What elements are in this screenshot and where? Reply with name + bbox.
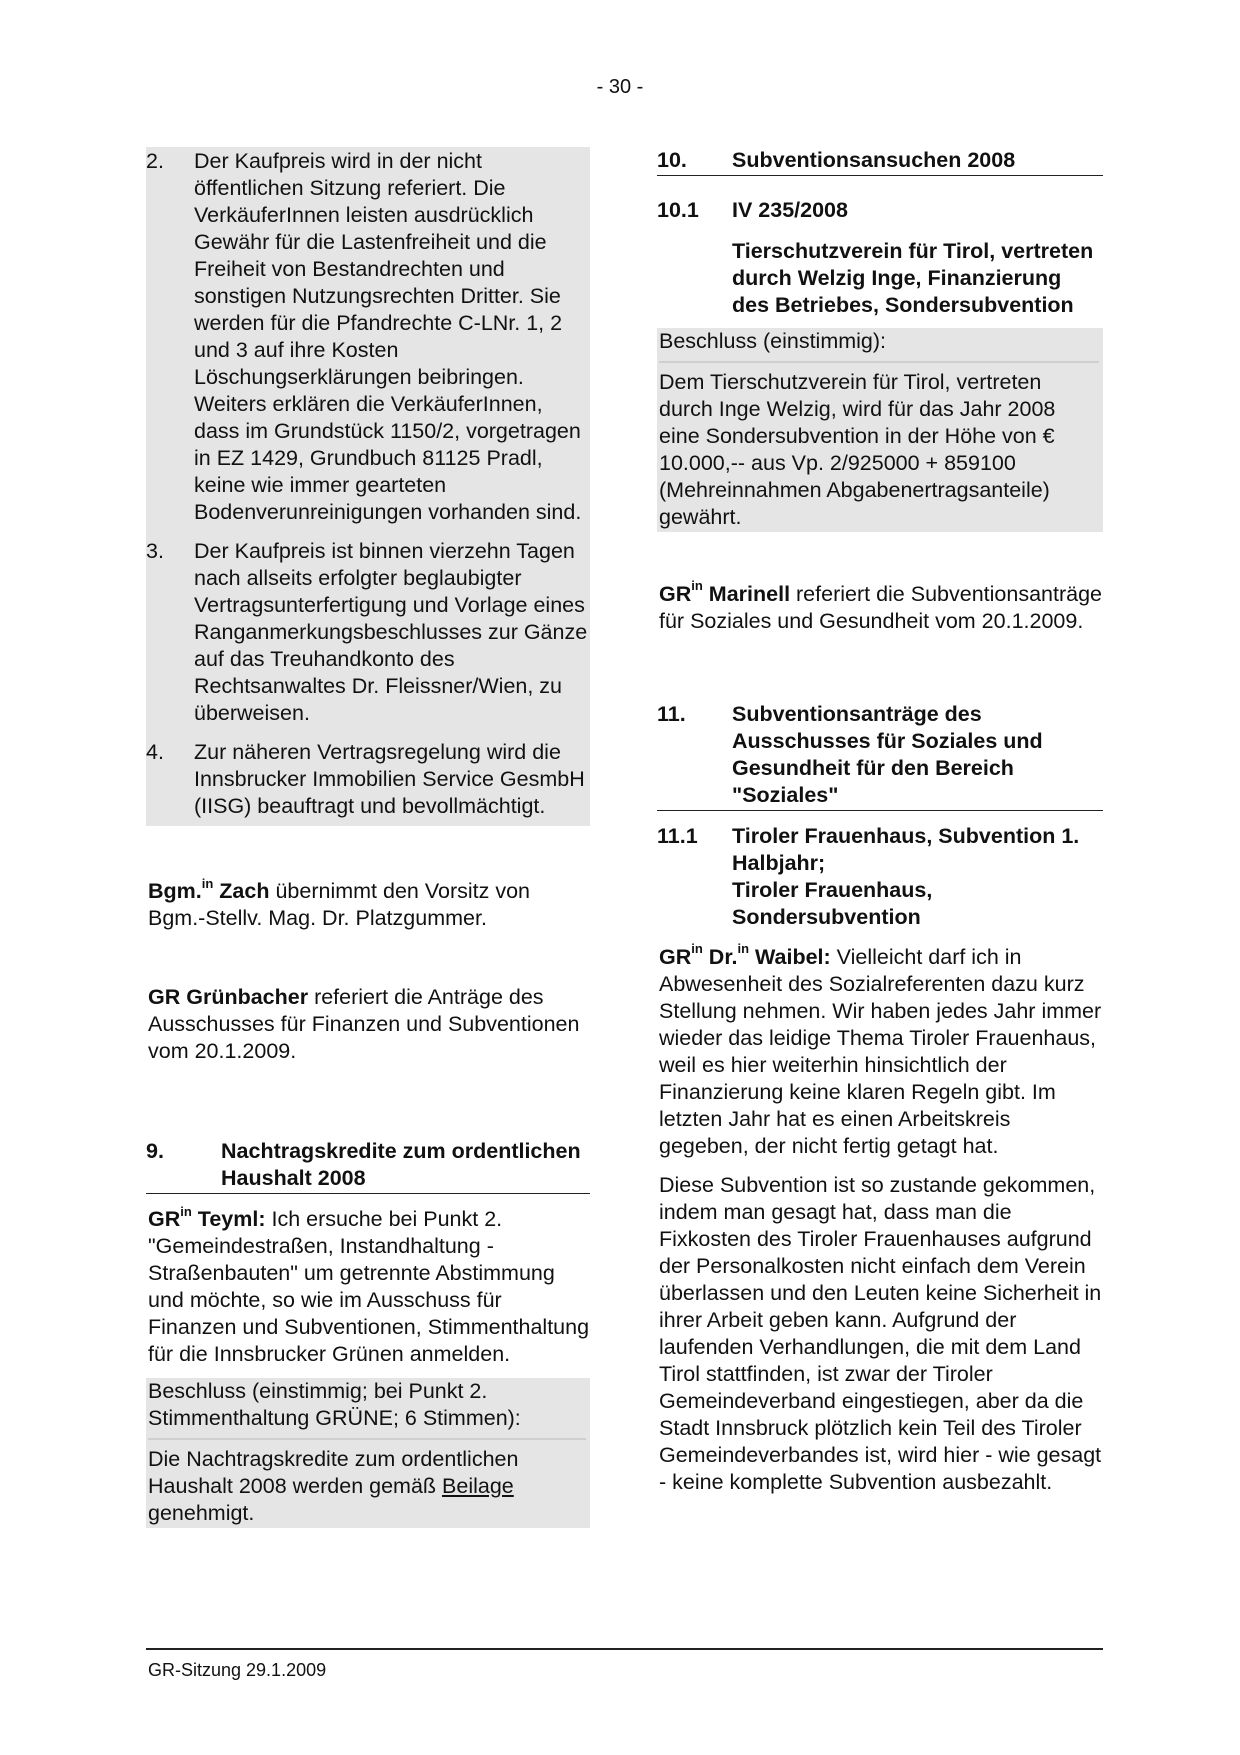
frauenhaus-paragraph: Diese Subvention ist so zustande gekommen, indem man gesagt hat, dass man die Fixkosten des Tiroler Frauenhauses aufgrund der Personalkosten nicht einfach dem Verein überlassen und den Leuten keine Sicherheit in ihrer Arbeit geben kann. Aufgrund der laufenden Verhandlungen, die mit dem Land Tirol stattfinden, ist zwar der Tiroler Gemeindeverband eingestiegen, aber da die Stadt Innsbruck plötzlich kein Teil des Tiroler Gemeindeverbandes ist, wird hier - wie gesagt - keine komplette Subvention ausbezahlt. <box>659 1172 1102 1494</box>
beilage-link[interactable]: Beilage <box>442 1473 514 1498</box>
section-11-1-heading: 11.1 Tiroler Frauenhaus, Subvention 1. Halbjahr; Tiroler Frauenhaus, Sondersubvention <box>657 823 1080 929</box>
decision-list <box>146 147 590 826</box>
list-text: Zur näheren Vertragsregelung wird die Innsbrucker Immobilien Service GesmbH (IISG) beauftragt und bevollmächtigt. <box>194 740 585 818</box>
section-10-heading: 10. Subventionsansuchen 2008 <box>657 147 1103 176</box>
list-number: 3. <box>146 539 164 563</box>
decision-9 <box>146 1378 590 1528</box>
decision-head: Beschluss (einstimmig; bei Punkt 2. Stimmenthaltung GRÜNE; 6 Stimmen): <box>148 1379 521 1430</box>
teyml-paragraph: $GR^{in}$ Teyml: Ich ersuche bei Punkt 2. "Gemeindestraßen, Instandhaltung - Straßenbauten" um getrennte Abstimmung und möchte, so wie im Ausschuss für Finanzen und Subventionen, Stimmenthaltung für die Innsbrucker Grünen anmelden. <box>148 1203 590 1366</box>
decision-head: Beschluss (einstimmig): <box>659 329 886 353</box>
gruenbacher-paragraph: GR Grünbacher referiert die Anträge des Ausschusses für Finanzen und Subventionen vom 20.1.2009. <box>148 985 580 1063</box>
list-number: 2. <box>146 149 164 173</box>
right-column <box>657 147 1103 1496</box>
list-number: 4. <box>146 740 164 764</box>
waibel-paragraph: $GR^{in}$ Dr.$^{in}$ Waibel: Vielleicht darf ich in Abwesenheit des Sozialreferenten dazu kurz Stellung nehmen. Wir haben jedes Jahr immer wieder das leidige Thema Tiroler Frauenhaus, weil es hier weiterhin hinsichtlich der Finanzierung keine klaren Regeln gibt. Im letzten Jahr hat es einen Arbeitskreis gegeben, der nicht fertig getagt hat. <box>659 941 1102 1158</box>
list-text: Der Kaufpreis wird in der nicht öffentlichen Sitzung referiert. Die VerkäuferInnen leisten ausdrücklich Gewähr für die Lastenfreiheit und die Freiheit von Bestandrechten und sonstigen Nutzungsrechten Dritter. Sie werden für die Pfandrechte C-LNr. 1, 2 und 3 auf ihre Kosten Löschungserklärungen beibringen. Weiters erklären die VerkäuferInnen, dass im Grundstück 1150/2, vorgetragen in EZ 1429, Grundbuch 81125 Pradl, keine wie immer gearteten Bodenverunreinigungen vorhanden sind. <box>194 149 582 524</box>
section-9-heading: 9. Nachtragskredite zum ordentlichen Haushalt 2008 <box>146 1138 590 1194</box>
decision-body: Die Nachtragskredite zum ordentlichen Haushalt 2008 werden gemäß Beilage genehmigt. <box>148 1446 519 1525</box>
footer-divider <box>146 1648 1103 1650</box>
zach-paragraph: Bgm.$^{in}$ Zach übernimmt den Vorsitz von Bgm.-Stellv. Mag. Dr. Platzgummer. <box>148 875 530 930</box>
list-item <box>146 148 590 526</box>
section-10-1-heading: 10.1 IV 235/2008 <box>657 198 848 222</box>
left-column <box>146 147 590 1528</box>
footer: GR-Sitzung 29.1.2009 <box>148 1660 327 1680</box>
decision-10 <box>657 328 1103 532</box>
list-text: Der Kaufpreis ist binnen vierzehn Tagen nach allseits erfolgter beglaubigter Vertragsunterfertigung und Vorlage eines Ranganmerkungsbeschlusses zur Gänze auf das Treuhandkonto des Rechtsanwaltes Dr. Fleissner/Wien, zu überweisen. <box>194 539 588 725</box>
section-10-1-subtitle: Tierschutzverein für Tirol, vertreten durch Welzig Inge, Finanzierung des Betriebes, Sondersubvention <box>732 239 1094 317</box>
section-11-heading: 11. Subventionsanträge des Ausschusses für Soziales und Gesundheit für den Bereich "Soziales" <box>657 701 1103 811</box>
page-number: - 30 - <box>596 76 644 98</box>
list-item <box>146 538 590 727</box>
decision-body: Dem Tierschutzverein für Tirol, vertreten durch Inge Welzig, wird für das Jahr 2008 eine Sondersubvention in der Höhe von € 10.000,-- aus Vp. 2/925000 + 859100 (Mehreinnahmen Abgabenertragsanteile) gewährt. <box>659 369 1056 529</box>
marinell-paragraph: $GR^{in}$ Marinell referiert die Subventionsanträge für Soziales und Gesundheit vom 20.1.2009. <box>659 578 1102 633</box>
list-item <box>146 739 590 820</box>
